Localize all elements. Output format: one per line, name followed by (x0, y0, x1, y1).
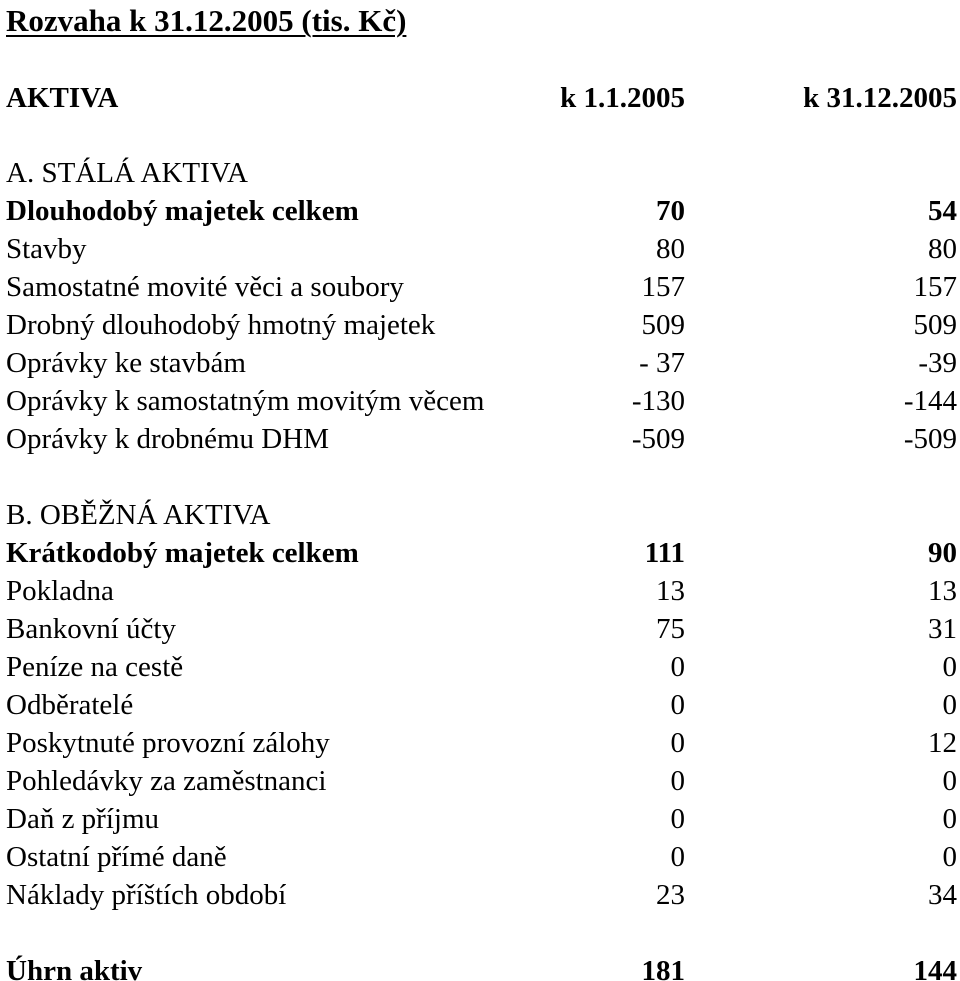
row-value-start: 0 (670, 803, 685, 835)
table-row (6, 382, 957, 420)
row-label: Ostatní přímé daně (6, 841, 227, 873)
section-a-heading: A. STÁLÁ AKTIVA (6, 157, 248, 189)
row-value-end: 509 (913, 309, 957, 341)
row-label: Bankovní účty (6, 613, 176, 645)
row-value-start: 80 (656, 233, 685, 265)
table-row (6, 876, 957, 914)
grand-total-label: Úhrn aktiv (6, 955, 143, 981)
row-value-end: 80 (928, 233, 957, 265)
row-value-start: - 37 (639, 347, 685, 379)
table-row (6, 724, 957, 762)
row-value-start: 0 (670, 689, 685, 721)
row-value-end: 0 (942, 803, 957, 835)
row-value-start: 0 (670, 765, 685, 797)
table-row (6, 572, 957, 610)
row-value-start: 0 (670, 841, 685, 873)
table-row (6, 344, 957, 382)
table-row (6, 686, 957, 724)
table-row (6, 800, 957, 838)
row-value-end: 0 (942, 651, 957, 683)
row-value-start: -130 (631, 385, 685, 417)
row-label: Poskytnuté provozní zálohy (6, 727, 330, 759)
section-b-heading: B. OBĚŽNÁ AKTIVA (6, 499, 271, 531)
section-b-total-row (6, 534, 957, 572)
table-row (6, 762, 957, 800)
row-value-end: 31 (928, 613, 957, 645)
row-label: Náklady příštích období (6, 879, 287, 911)
section-b-heading-row (6, 496, 957, 534)
grand-total-value-start: 181 (641, 955, 685, 981)
aktiva-header-label: AKTIVA (6, 82, 119, 114)
row-label: Peníze na cestě (6, 651, 184, 683)
row-value-end: 157 (913, 271, 957, 303)
row-value-end: 0 (942, 689, 957, 721)
row-value-start: 509 (641, 309, 685, 341)
row-label: Daň z příjmu (6, 803, 160, 835)
row-value-end: 0 (942, 765, 957, 797)
row-label: Oprávky k drobnému DHM (6, 423, 329, 455)
row-label: Pohledávky za zaměstnanci (6, 765, 327, 797)
row-value-start: -509 (631, 423, 685, 455)
row-label: Dlouhodobý majetek celkem (6, 195, 359, 227)
row-label: Drobný dlouhodobý hmotný majetek (6, 309, 436, 341)
table-row (6, 306, 957, 344)
page-title: Rozvaha k 31.12.2005 (tis. Kč) (6, 3, 407, 38)
table-row (6, 230, 957, 268)
row-value-start: 0 (670, 651, 685, 683)
row-value-end: 90 (928, 537, 957, 569)
column-header-row (6, 79, 957, 117)
row-value-start: 157 (641, 271, 685, 303)
row-value-start: 23 (656, 879, 685, 911)
section-a-total-row (6, 192, 957, 230)
row-value-end: 13 (928, 575, 957, 607)
row-value-end: -144 (903, 385, 957, 417)
row-value-end: 0 (942, 841, 957, 873)
table-row (6, 838, 957, 876)
row-label: Oprávky k samostatným movitým věcem (6, 385, 485, 417)
row-label: Krátkodobý majetek celkem (6, 537, 359, 569)
row-value-start: 70 (656, 195, 685, 227)
column-header-start-date: k 1.1.2005 (560, 82, 685, 114)
grand-total-value-end: 144 (913, 955, 957, 981)
row-label: Samostatné movité věci a soubory (6, 271, 404, 303)
row-value-end: -39 (918, 347, 957, 379)
grand-total-row (6, 952, 957, 981)
row-label: Odběratelé (6, 689, 134, 721)
table-row (6, 648, 957, 686)
row-label: Stavby (6, 233, 87, 265)
table-row (6, 610, 957, 648)
section-a-heading-row (6, 154, 957, 192)
row-value-start: 0 (670, 727, 685, 759)
row-value-end: 12 (928, 727, 957, 759)
row-value-end: -509 (903, 423, 957, 455)
column-header-end-date: k 31.12.2005 (803, 82, 957, 114)
row-value-end: 54 (928, 195, 957, 227)
row-value-end: 34 (928, 879, 957, 911)
table-row (6, 420, 957, 458)
table-row (6, 268, 957, 306)
row-value-start: 13 (656, 575, 685, 607)
row-value-start: 111 (644, 537, 685, 569)
row-label: Pokladna (6, 575, 114, 607)
row-label: Oprávky ke stavbám (6, 347, 246, 379)
row-value-start: 75 (656, 613, 685, 645)
